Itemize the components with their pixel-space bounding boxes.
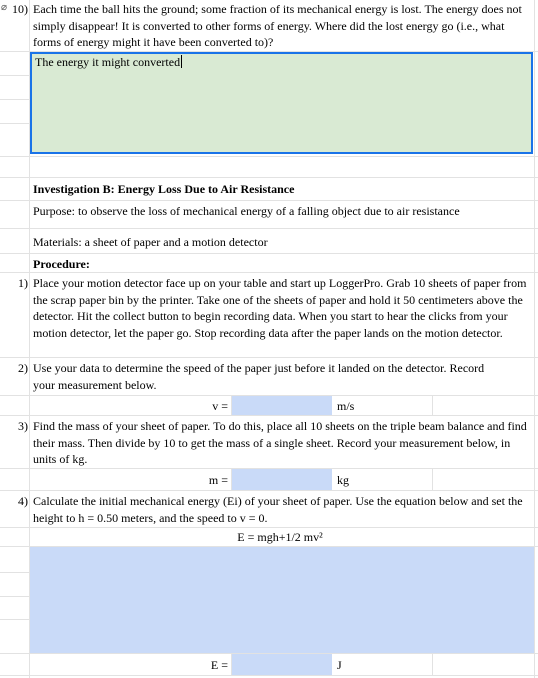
- speed-unit: m/s: [337, 399, 355, 413]
- mass-label: m =: [208, 473, 228, 487]
- energy-unit: J: [337, 658, 342, 672]
- grid-line: [432, 468, 433, 490]
- purpose-text: Purpose: to observe the loss of mechanical energy of a falling object due to air resistance: [33, 204, 460, 218]
- grid-line: [0, 596, 30, 597]
- text-cursor: [181, 55, 182, 68]
- step-number: 3): [18, 419, 28, 433]
- grid-line: [0, 675, 538, 676]
- step-number: 4): [18, 494, 28, 508]
- question-number: 10): [12, 2, 28, 16]
- grid-line: [0, 123, 30, 124]
- grid-line: [0, 228, 538, 229]
- grid-line: [534, 0, 535, 678]
- question-text: Each time the ball hits the ground; some fraction of its mechanical energy is lost. The energy does not simply disappear! It is converted to other forms of energy. Where did the lost energy go (i.e., what forms of energy might it have been converted to)?: [33, 2, 522, 49]
- answer-cell[interactable]: [30, 52, 533, 154]
- grid-line: [0, 490, 538, 491]
- section-title: [33, 181, 294, 198]
- grid-line: [0, 527, 538, 528]
- step-text: Calculate the initial mechanical energy (Ei) of your sheet of paper. Use the equation below and set the height to h = 0.50 meters, and the speed to v = 0.: [33, 494, 523, 525]
- grid-line: [432, 653, 433, 675]
- grid-line: [0, 177, 538, 178]
- section-title-text: Investigation B: Energy Loss Due to Air Resistance: [33, 182, 295, 196]
- mass-unit: kg: [337, 473, 349, 487]
- grid-line: [0, 619, 30, 620]
- grid-line: [432, 395, 433, 415]
- grid-line: [0, 572, 30, 573]
- answer-input-text[interactable]: [35, 54, 182, 71]
- grid-line: [0, 156, 538, 157]
- grid-line: [0, 357, 538, 358]
- step-text: Find the mass of your sheet of paper. To do this, place all 10 sheets on the triple beam balance and find their mass. Then divide by 10 to get the mass of a single sheet. Record your measurement below, in units of kg.: [33, 419, 527, 466]
- step-text: Place your motion detector face up on your table and start up LoggerPro. Grab 10 sheets of paper from the scrap paper bin by the printer. Take one of the sheets of paper and hold it 50 centimeters above the detector. Hit the collect button to begin recording data. When you start to hear the clicks from your motion detector, let the paper go. Stop recording data after the paper lands on the motion detector.: [33, 276, 527, 340]
- speed-label: v =: [212, 399, 228, 413]
- procedure-label: [33, 256, 90, 273]
- procedure-label-text: Procedure:: [33, 257, 90, 271]
- work-area[interactable]: [30, 547, 534, 653]
- energy-equation: E = mgh+1/2 mv²: [237, 530, 323, 544]
- materials-text: Materials: a sheet of paper and a motion detector: [33, 235, 268, 249]
- energy-label: E =: [210, 658, 228, 672]
- step-number: 1): [18, 276, 28, 290]
- energy-input[interactable]: [232, 654, 332, 675]
- speed-input[interactable]: [232, 396, 332, 415]
- grid-line: [0, 75, 30, 76]
- grid-line: [0, 99, 30, 100]
- answer-value: The energy it might converted: [35, 55, 181, 69]
- step-number: 2): [18, 361, 28, 375]
- grid-line: [0, 415, 538, 416]
- step-text: Use your data to determine the speed of the paper just before it landed on the detector. Record your measurement below.: [33, 361, 485, 392]
- grid-line: [0, 253, 538, 254]
- row-marker-icon: ⌀: [1, 2, 8, 13]
- grid-line: [0, 200, 538, 201]
- mass-input[interactable]: [232, 469, 332, 490]
